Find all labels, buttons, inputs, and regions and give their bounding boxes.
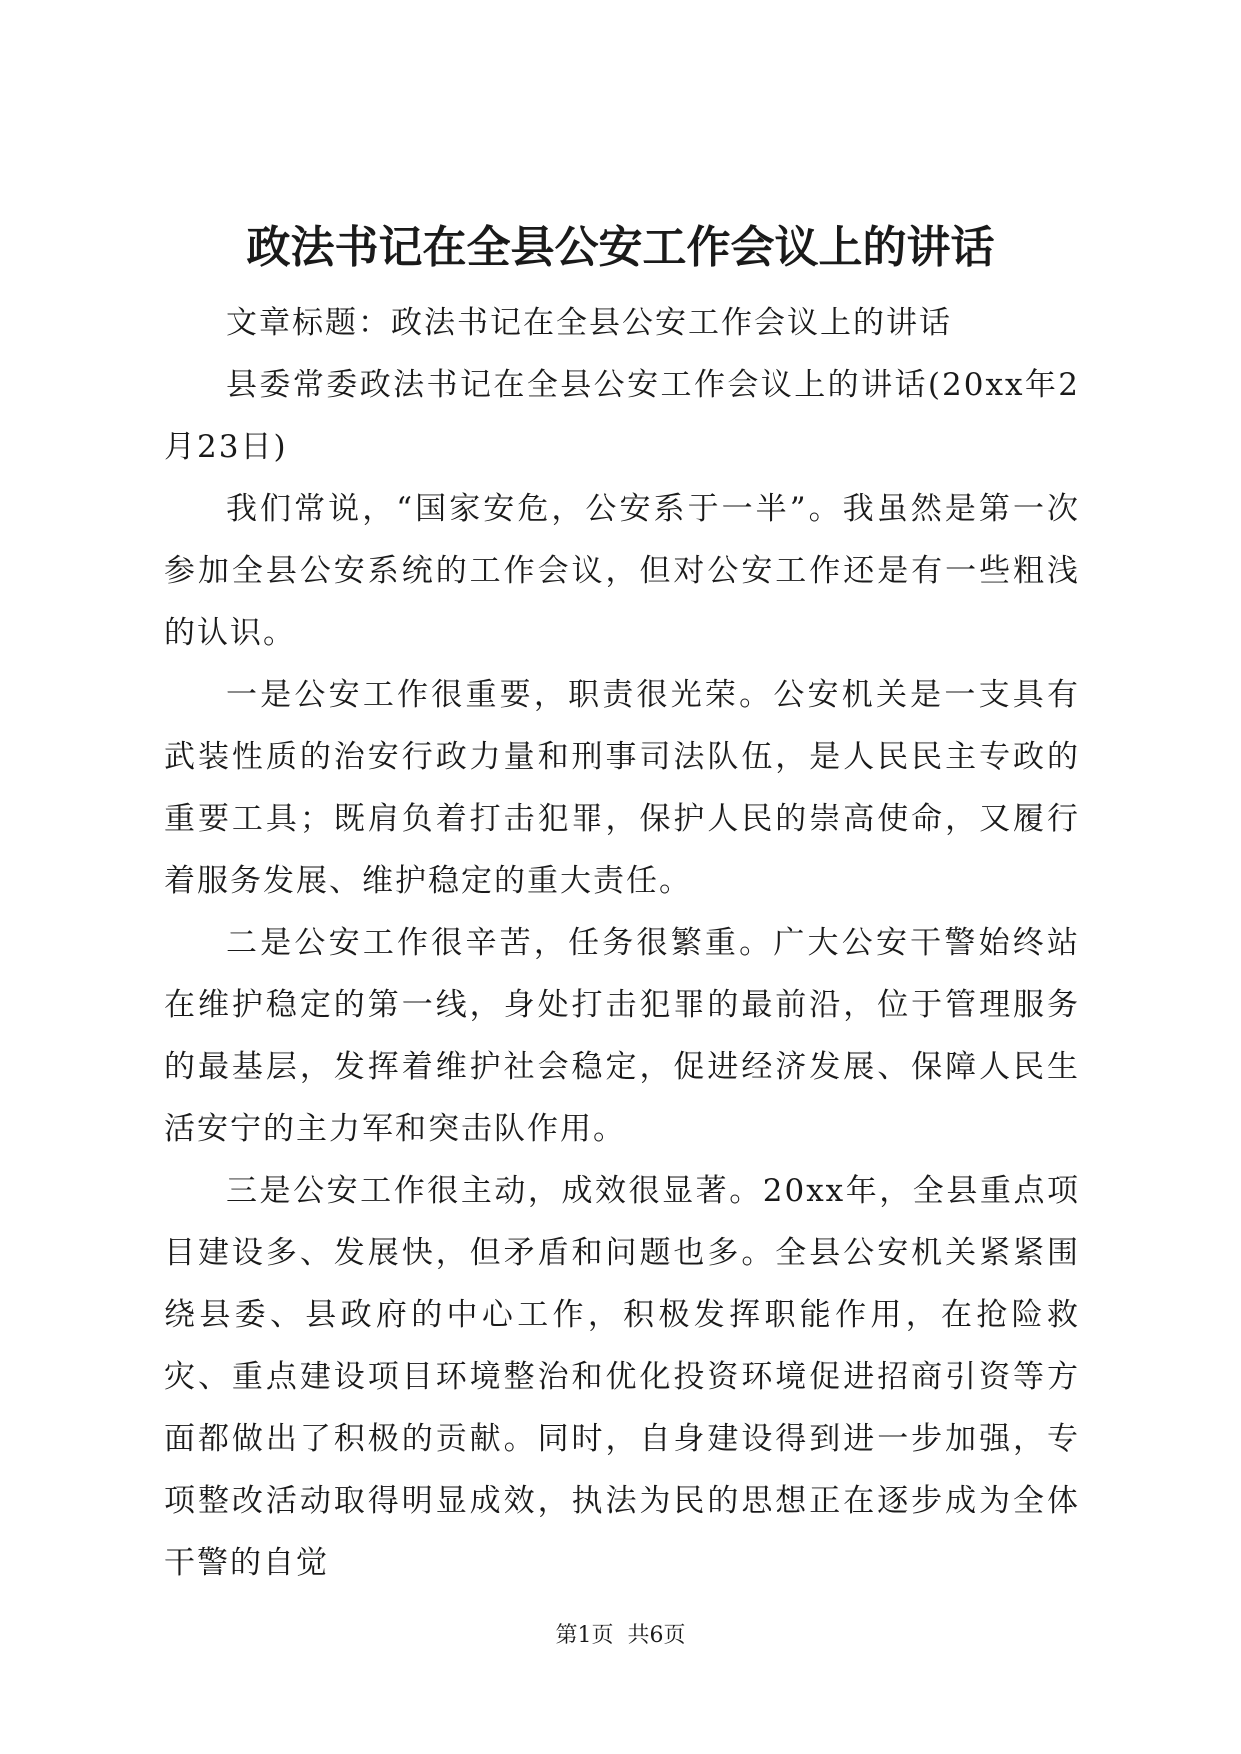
paragraph-intro: 我们常说，“国家安危，公安系于一半”。我虽然是第一次参加全县公安系统的工作会议，但对公安工作还是有一些粗浅的认识。 — [164, 491, 1080, 651]
paragraph-speaker-date: 县委常委政法书记在全县公安工作会议上的讲话(20xx年2月23日) — [164, 367, 1080, 465]
paragraph-point-one: 一是公安工作很重要，职责很光荣。公安机关是一支具有武装性质的治安行政力量和刑事司法队伍，是人民民主专政的重要工具；既肩负着打击犯罪，保护人民的崇高使命，又履行着服务发展、维护稳定的重大责任。 — [164, 677, 1080, 899]
document-title: 政法书记在全县公安工作会议上的讲话 — [246, 222, 995, 273]
paragraph-point-two: 二是公安工作很辛苦，任务很繁重。广大公安干警始终站在维护稳定的第一线，身处打击犯罪的最前沿，位于管理服务的最基层，发挥着维护社会稳定，促进经济发展、保障人民生活安宁的主力军和突击队作用。 — [164, 925, 1080, 1147]
paragraph-point-three: 三是公安工作很主动，成效很显著。20xx年，全县重点项目建设多、发展快，但矛盾和问题也多。全县公安机关紧紧围绕县委、县政府的中心工作，积极发挥职能作用，在抢险救灾、重点建设项目环境整治和优化投资环境促进招商引资等方面都做出了积极的贡献。同时，自身建设得到进一步加强，专项整改活动取得明显成效，执法为民的思想正在逐步成为全体干警的自觉 — [164, 1173, 1080, 1581]
page-number: 第1页 — [555, 1623, 614, 1648]
paragraph-article-title: 文章标题：政法书记在全县公安工作会议上的讲话 — [226, 305, 952, 341]
page-total: 共6页 — [627, 1623, 686, 1648]
document-body — [164, 292, 1080, 1594]
page-footer — [0, 1621, 1241, 1651]
